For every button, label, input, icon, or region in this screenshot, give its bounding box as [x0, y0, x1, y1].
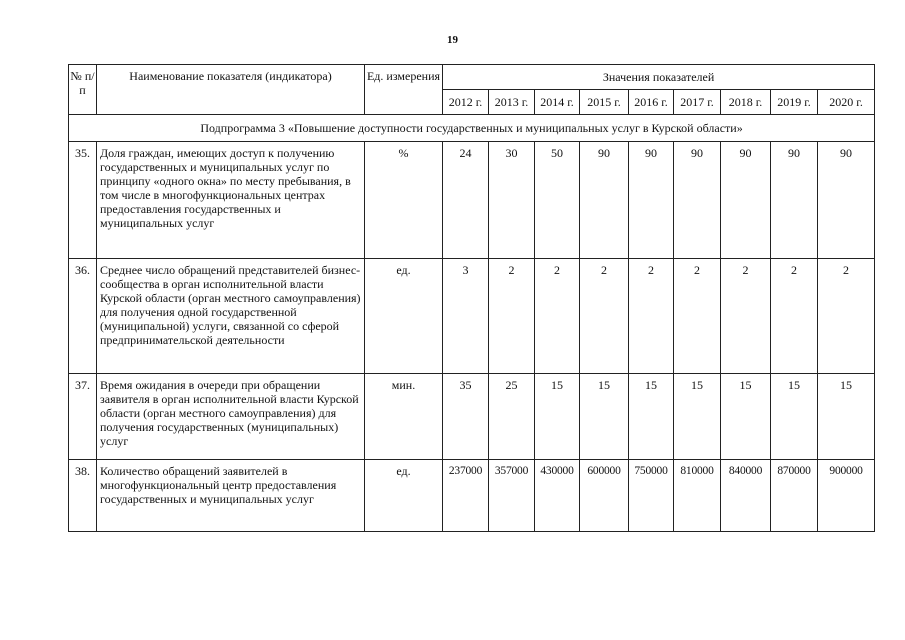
- value-cell: 50: [535, 142, 580, 259]
- value-cell: 30: [489, 142, 535, 259]
- subprogram-row: [69, 115, 875, 142]
- table-row: [69, 374, 875, 460]
- value-cell: 90: [629, 142, 674, 259]
- table-row: [69, 460, 875, 532]
- value-cell: 3: [443, 259, 489, 374]
- value-cell: 15: [771, 374, 818, 460]
- row-number: 37.: [69, 374, 97, 460]
- indicator-name: Время ожидания в очереди при обращении заявителя в орган исполнительной власти Курской области (орган местного самоуправления) для получения государственных (муниципальных) услуг: [97, 374, 365, 460]
- value-cell: 90: [818, 142, 875, 259]
- value-cell: 24: [443, 142, 489, 259]
- page-number: 19: [447, 34, 458, 46]
- value-cell: 237000: [443, 460, 489, 532]
- unit-cell: ед.: [365, 259, 443, 374]
- value-cell: 2: [818, 259, 875, 374]
- value-cell: 430000: [535, 460, 580, 532]
- header-year: 2014 г.: [535, 90, 580, 115]
- header-year: 2017 г.: [674, 90, 721, 115]
- unit-cell: мин.: [365, 374, 443, 460]
- value-cell: 90: [674, 142, 721, 259]
- header-year: 2015 г.: [580, 90, 629, 115]
- unit-cell: ед.: [365, 460, 443, 532]
- value-cell: 15: [629, 374, 674, 460]
- header-year: 2016 г.: [629, 90, 674, 115]
- header-row-1: [69, 65, 875, 90]
- value-cell: 15: [818, 374, 875, 460]
- indicator-name: Среднее число обращений представителей бизнес-сообщества в орган исполнительной власти Курской области (орган местного самоуправления) для получения одной государственной (муниципальной) услуги, связанной со сферой предпринимательской деятельности: [97, 259, 365, 374]
- header-values: Значения показателей: [443, 65, 875, 90]
- value-cell: 870000: [771, 460, 818, 532]
- header-year: 2019 г.: [771, 90, 818, 115]
- row-number: 38.: [69, 460, 97, 532]
- indicator-name: Доля граждан, имеющих доступ к получению государственных и муниципальных услуг по принципу «одного окна» по месту пребывания, в том числе в многофункциональных центрах предоставления государственных и муниципальных услуг: [97, 142, 365, 259]
- row-number: 35.: [69, 142, 97, 259]
- value-cell: 2: [721, 259, 771, 374]
- value-cell: 15: [674, 374, 721, 460]
- value-cell: 600000: [580, 460, 629, 532]
- table-row: [69, 142, 875, 259]
- value-cell: 2: [489, 259, 535, 374]
- header-year: 2012 г.: [443, 90, 489, 115]
- value-cell: 15: [721, 374, 771, 460]
- value-cell: 2: [629, 259, 674, 374]
- unit-cell: %: [365, 142, 443, 259]
- subprogram-title: Подпрограмма 3 «Повышение доступности государственных и муниципальных услуг в Курской области»: [69, 115, 875, 142]
- header-name: Наименование показателя (индикатора): [97, 65, 365, 115]
- value-cell: 357000: [489, 460, 535, 532]
- value-cell: 810000: [674, 460, 721, 532]
- row-number: 36.: [69, 259, 97, 374]
- value-cell: 840000: [721, 460, 771, 532]
- value-cell: 2: [674, 259, 721, 374]
- indicators-table: [68, 64, 875, 532]
- value-cell: 35: [443, 374, 489, 460]
- header-num: № п/п: [69, 65, 97, 115]
- value-cell: 25: [489, 374, 535, 460]
- value-cell: 900000: [818, 460, 875, 532]
- value-cell: 750000: [629, 460, 674, 532]
- header-year: 2013 г.: [489, 90, 535, 115]
- value-cell: 2: [580, 259, 629, 374]
- value-cell: 90: [580, 142, 629, 259]
- value-cell: 15: [535, 374, 580, 460]
- table-row: [69, 259, 875, 374]
- indicator-name: Количество обращений заявителей в многофункциональный центр предоставления государственных и муниципальных услуг: [97, 460, 365, 532]
- value-cell: 2: [535, 259, 580, 374]
- header-unit: Ед. измерения: [365, 65, 443, 115]
- value-cell: 2: [771, 259, 818, 374]
- value-cell: 15: [580, 374, 629, 460]
- value-cell: 90: [721, 142, 771, 259]
- header-year: 2020 г.: [818, 90, 875, 115]
- header-year: 2018 г.: [721, 90, 771, 115]
- value-cell: 90: [771, 142, 818, 259]
